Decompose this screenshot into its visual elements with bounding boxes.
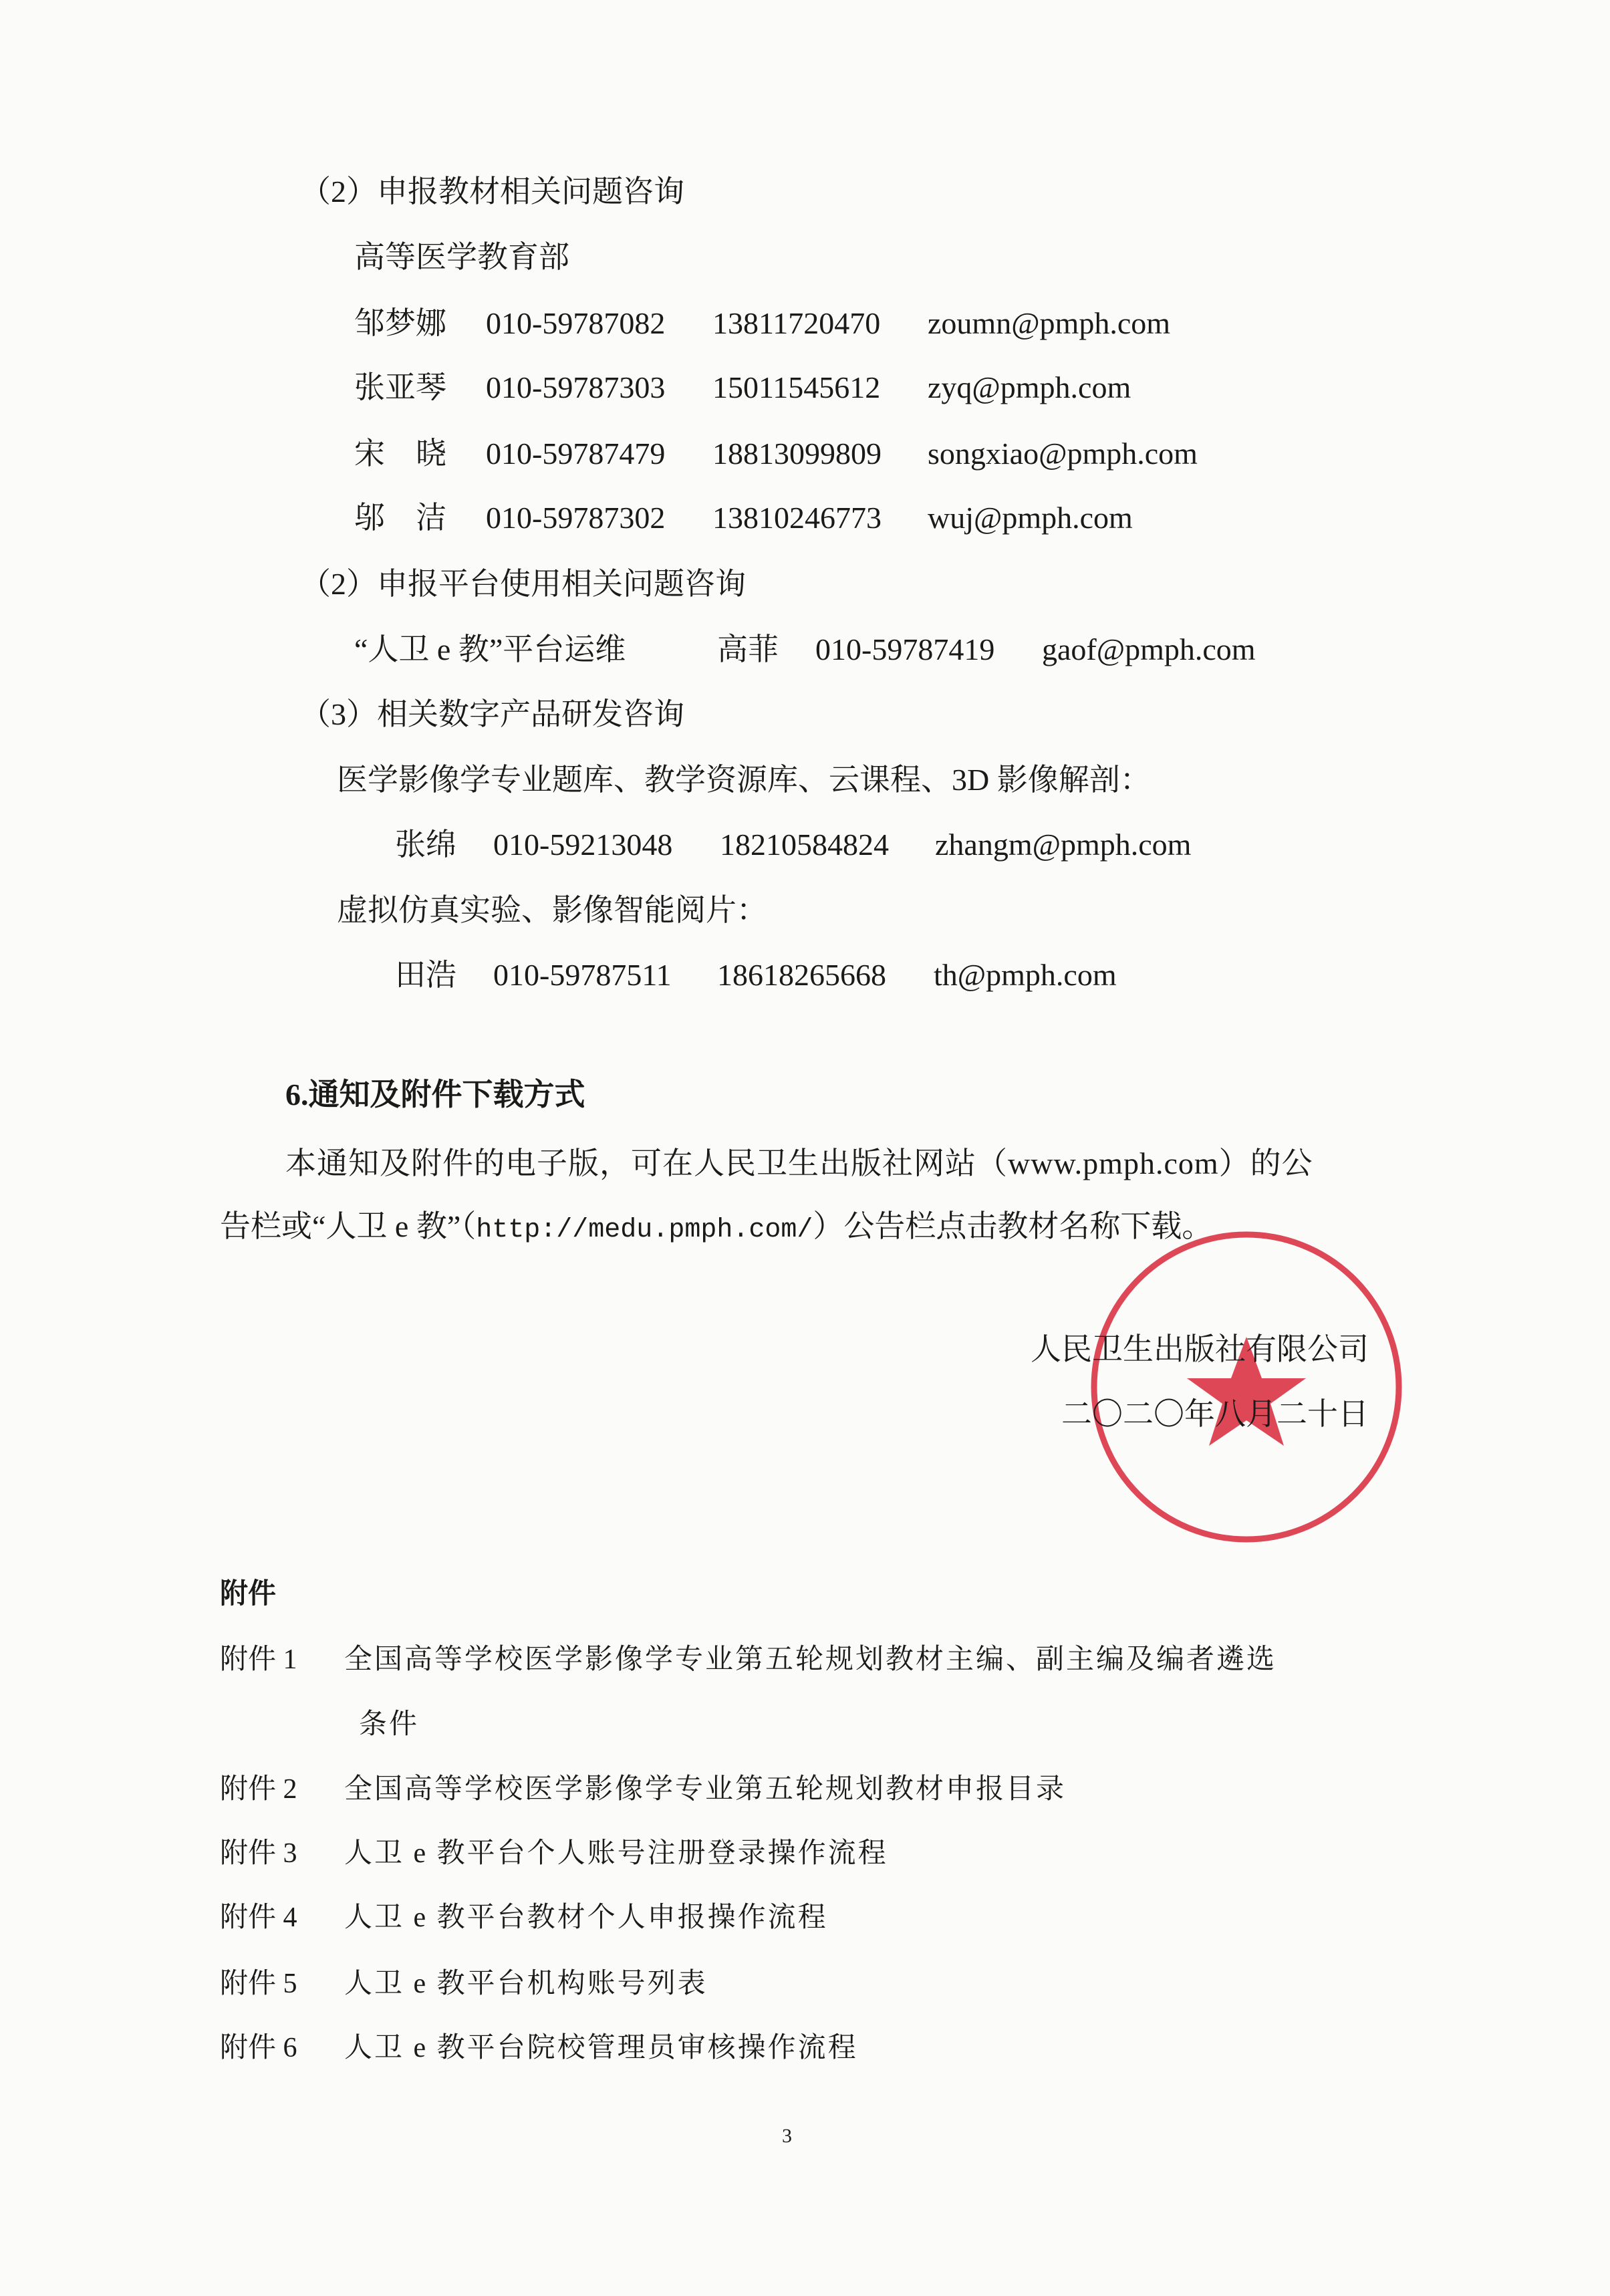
platform-role: “人卫 e 教”平台运维 — [354, 632, 626, 666]
attachment-title[interactable]: 人卫 e 教平台个人账号注册登录操作流程 — [344, 1838, 888, 1869]
digital-contact-tel: 010-59787511 — [493, 958, 672, 992]
contact-tel: 010-59787082 — [486, 306, 666, 340]
attachment-title[interactable]: 人卫 e 教平台机构账号列表 — [344, 1968, 708, 1999]
contact-email: songxiao@pmph.com — [928, 436, 1198, 471]
heading-download: 6.通知及附件下载方式 — [285, 1077, 585, 1112]
download-text-line1: 本通知及附件的电子版，可在人民卫生出版社网站（www.pmph.com）的公 — [285, 1146, 1313, 1180]
platform-contact-email: gaof@pmph.com — [1042, 632, 1256, 666]
contact-mobile: 13811720470 — [712, 306, 881, 340]
attachment-label: 附件 4 — [220, 1902, 297, 1933]
platform-contact-tel: 010-59787419 — [815, 632, 995, 666]
attachment-title[interactable]: 人卫 e 教平台院校管理员审核操作流程 — [344, 2033, 858, 2063]
contact-mobile: 18813099809 — [712, 436, 882, 471]
digital-contact-name: 田浩 — [395, 958, 456, 992]
digital-contact-email: th@pmph.com — [934, 958, 1117, 992]
attachment-label: 附件 2 — [220, 1774, 297, 1805]
heading-digital-consult: （3）相关数字产品研发咨询 — [300, 697, 684, 731]
attachment-label: 附件 3 — [220, 1838, 297, 1869]
digital-contact-mobile: 18618265668 — [717, 958, 886, 992]
contact-tel: 010-59787302 — [486, 501, 666, 535]
heading-platform-consult: （2）申报平台使用相关问题咨询 — [300, 567, 746, 601]
contact-name: 宋 晓 — [354, 436, 446, 471]
contact-name: 张亚琴 — [354, 370, 446, 404]
signature-org: 人民卫生出版社有限公司 — [1031, 1332, 1369, 1366]
contact-mobile: 15011545612 — [712, 370, 881, 404]
attachment-title-cont[interactable]: 条件 — [359, 1709, 420, 1740]
platform-contact-name: 高菲 — [717, 632, 779, 666]
attachment-title[interactable]: 全国高等学校医学影像学专业第五轮规划教材申报目录 — [344, 1774, 1067, 1805]
digital-contact-tel: 010-59213048 — [493, 827, 673, 862]
medu-url-link[interactable]: http://medu.pmph.com/ — [476, 1215, 813, 1245]
company-seal-stamp — [1083, 1223, 1410, 1551]
contact-email: zoumn@pmph.com — [928, 306, 1171, 340]
attachment-title[interactable]: 全国高等学校医学影像学专业第五轮规划教材主编、副主编及编者遴选 — [344, 1644, 1277, 1675]
contact-name: 邹梦娜 — [354, 306, 446, 340]
download-text-line2 — [220, 1209, 1212, 1248]
digital-contact-mobile: 18210584824 — [720, 827, 889, 862]
contact-email: wuj@pmph.com — [928, 501, 1133, 535]
digital-contact-email: zhangm@pmph.com — [935, 827, 1192, 862]
contact-mobile: 13810246773 — [712, 501, 882, 535]
download-text-a: 告栏或“人卫 e 教”（ — [220, 1209, 477, 1243]
attachments-heading: 附件 — [220, 1579, 277, 1610]
contact-tel: 010-59787303 — [486, 370, 666, 404]
attachment-label: 附件 5 — [220, 1968, 297, 1999]
attachment-label: 附件 1 — [220, 1644, 297, 1675]
heading-textbook-consult: （2）申报教材相关问题咨询 — [300, 174, 684, 209]
contact-tel: 010-59787479 — [486, 436, 666, 471]
attachment-title[interactable]: 人卫 e 教平台教材个人申报操作流程 — [344, 1902, 828, 1933]
signature-date: 二〇二〇年八月二十日 — [1061, 1397, 1369, 1431]
download-text-b: ）公告栏点击教材名称下载。 — [813, 1209, 1213, 1243]
digital-contact-name: 张绵 — [395, 827, 456, 862]
attachment-label: 附件 6 — [220, 2033, 297, 2063]
department-name: 高等医学教育部 — [354, 240, 569, 274]
digital-group-label: 虚拟仿真实验、影像智能阅片： — [337, 893, 767, 927]
page-number: 3 — [782, 2125, 792, 2147]
contact-email: zyq@pmph.com — [928, 370, 1131, 404]
digital-group-label: 医学影像学专业题库、教学资源库、云课程、3D 影像解剖： — [337, 763, 1151, 797]
contact-name: 邬 洁 — [354, 501, 446, 535]
